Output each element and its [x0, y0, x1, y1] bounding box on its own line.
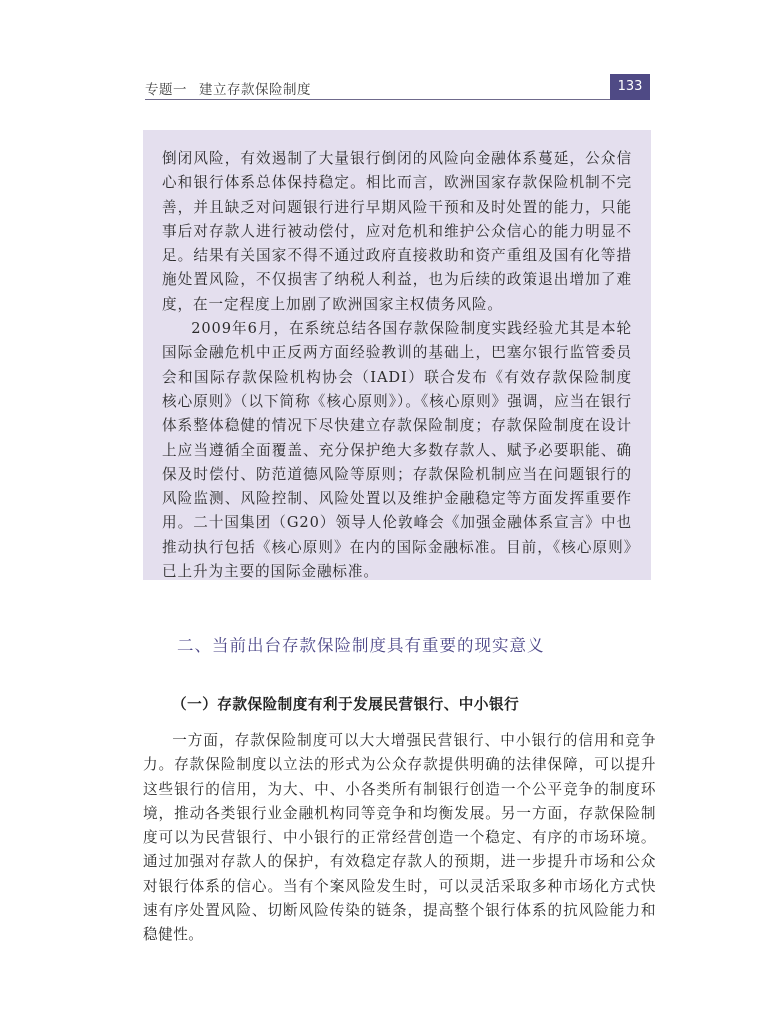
- section-heading: 二、当前出台存款保险制度具有重要的现实意义: [177, 636, 545, 655]
- body-paragraph: 一方面，存款保险制度可以大大增强民营银行、中小银行的信用和竞争力。存款保险制度以立法的形式为公众存款提供明确的法律保障，可以提升这些银行的信用，为大、中、小各类所有制银行创造一个公平竞争的制度环境，推动各类银行业金融机构同等竞争和均衡发展。另一方面，存款保险制度可以为民营银行、中小银行的正常经营创造一个稳定、有序的市场环境。通过加强对存款人的保护，有效稳定存款人的预期，进一步提升市场和公众对银行体系的信心。当有个案风险发生时，可以灵活采取多种市场化方式快速有序处置风险、切断风险传染的链条，提高整个银行体系的抗风险能力和稳健性。: [143, 732, 656, 944]
- page-number-badge: 133: [610, 74, 650, 100]
- box-paragraph-2: 2009年6月，在系统总结各国存款保险制度实践经验尤其是本轮国际金融危机中正反两方面经验教训的基础上，巴塞尔银行监管委员会和国际存款保险机构协会（IADI）联合发布《有效存款保险制度核心原则》（以下简称《核心原则》）。《核心原则》强调，应当在银行体系整体稳健的情况下尽快建立存款保险制度；存款保险制度在设计上应当遵循全面覆盖、充分保护绝大多数存款人、赋予必要职能、确保及时偿付、防范道德风险等原则；存款保险机制应当在问题银行的风险监测、风险控制、风险处置以及维护金融稳定等方面发挥重要作用。二十国集团（G20）领导人伦敦峰会《加强金融体系宣言》中也推动执行包括《核心原则》在内的国际金融标准。目前，《核心原则》已上升为主要的国际金融标准。: [162, 320, 632, 581]
- header-topic: 专题一: [145, 82, 187, 98]
- box-paragraph-1: 倒闭风险，有效遏制了大量银行倒闭的风险向金融体系蔓延，公众信心和银行体系总体保持稳定。相比而言，欧洲国家存款保险机制不完善，并且缺乏对问题银行进行早期风险干预和及时处置的能力，只能事后对存款人进行被动偿付，应对危机和维护公众信心的能力明显不足。结果有关国家不得不通过政府直接救助和资产重组及国有化等措施处置风险，不仅损害了纳税人利益，也为后续的政策退出增加了难度，在一定程度上加剧了欧洲国家主权债务风险。: [162, 150, 632, 313]
- shaded-box-content: [162, 147, 632, 584]
- header-divider: [145, 99, 650, 100]
- running-header: [145, 78, 311, 98]
- shaded-text-box: [143, 130, 651, 580]
- header-title: 建立存款保险制度: [199, 82, 311, 98]
- page-header: [145, 74, 650, 102]
- sub-heading: （一）存款保险制度有利于发展民营银行、中小银行: [172, 696, 520, 713]
